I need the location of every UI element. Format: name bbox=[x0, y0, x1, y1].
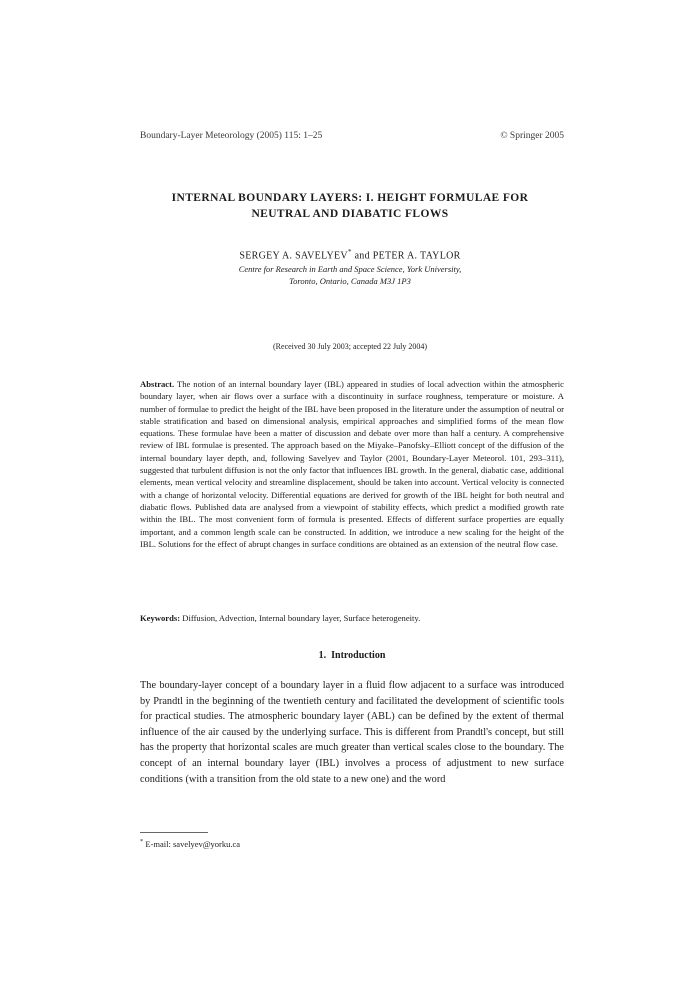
author-2: PETER A. TAYLOR bbox=[372, 250, 461, 262]
abstract bbox=[140, 378, 564, 550]
author-footnote-marker: * bbox=[347, 248, 352, 256]
affiliation-line-2: Toronto, Ontario, Canada M3J 1P3 bbox=[289, 276, 411, 286]
title-line-1: INTERNAL BOUNDARY LAYERS: I. HEIGHT FORMULAE FOR bbox=[171, 192, 529, 204]
abstract-label: Abstract. bbox=[140, 379, 175, 389]
intro-paragraph: The boundary-layer concept of a boundary layer in a fluid flow adjacent to a surface was introduced by Prandtl in the beginning of the twentieth century and facilitated the development of scientific tools for practical studies. The atmospheric boundary layer (ABL) can be defined by the extent of thermal influence of the air caused by the underlying surface. This is different from Prandtl's concept, but still has the property that horizontal scales are much greater than vertical scales close to the boundary. The concept of an internal boundary layer (IBL) involves a process of adjustment to new surface conditions (with a transition from the old state to a new one) and the word bbox=[140, 680, 564, 785]
author-1: SERGEY A. SAVELYEV bbox=[239, 250, 348, 262]
abstract-text: The notion of an internal boundary layer (IBL) appeared in studies of local advection within the atmospheric boundary layer, when air flows over a surface with a discontinuity in surface roughness, temperature or moisture. A number of formulae to predict the height of the IBL have been proposed in the literature under the assumption of neutral or stable stratification and based on dimensional analysis, empirical approaches and simplified forms of the mean flow equations. These formulae have been a matter of discussion and debate over more than half a century. A comprehensive review of IBL formulae is presented. The approach based on the Miyake–Panofsky–Elliott concept of the diffusion of the internal boundary layer depth, and, following Savelyev and Taylor (2001, Boundary-Layer Meteorol. 101, 293–311), suggested that turbulent diffusion is not the only factor that influences IBL growth. In the general, diabatic case, additional elements, mean vertical velocity and streamline displacement, should be taken into account. Vertical velocity is connected with a change of horizontal velocity. Differential equations are derived for growth of the IBL height for both neutral and diabatic flows. Published data are analysed from a viewpoint of stability effects, which predict a modified growth rate within the IBL. The most convenient form of formula is presented. Effects of different surface properties are equally important, and a common length scale can be constructed. In addition, we introduce a new scaling for the height of the IBL. Solutions for the effect of abrupt changes in surface conditions are obtained as an extension of the neutral flow case. bbox=[140, 379, 564, 549]
footnote-marker: * bbox=[140, 838, 144, 845]
title-line-2: NEUTRAL AND DIABATIC FLOWS bbox=[251, 208, 449, 220]
section-heading bbox=[140, 650, 564, 661]
author-conjunction: and bbox=[351, 250, 373, 262]
section-title: Introduction bbox=[331, 650, 386, 661]
footnote-email: E-mail: savelyev@yorku.ca bbox=[145, 838, 241, 849]
keywords-text: Diffusion, Advection, Internal boundary layer, Surface heterogeneity. bbox=[182, 613, 421, 623]
footnote-rule bbox=[140, 832, 208, 833]
footnote bbox=[140, 838, 564, 849]
keywords bbox=[140, 612, 564, 624]
paper-title bbox=[120, 190, 580, 222]
section-number: 1. bbox=[318, 650, 327, 661]
journal-citation: Boundary-Layer Meteorology (2005) 115: 1–25 bbox=[140, 131, 323, 141]
affiliation bbox=[120, 263, 580, 287]
running-header bbox=[140, 131, 564, 141]
received-dates: (Received 30 July 2003; accepted 22 July 2004) bbox=[273, 342, 427, 351]
author-list bbox=[120, 248, 580, 261]
affiliation-line-1: Centre for Research in Earth and Space Science, York University, bbox=[238, 264, 462, 274]
keywords-label: Keywords: bbox=[140, 613, 181, 623]
copyright-notice: © Springer 2005 bbox=[500, 131, 564, 141]
